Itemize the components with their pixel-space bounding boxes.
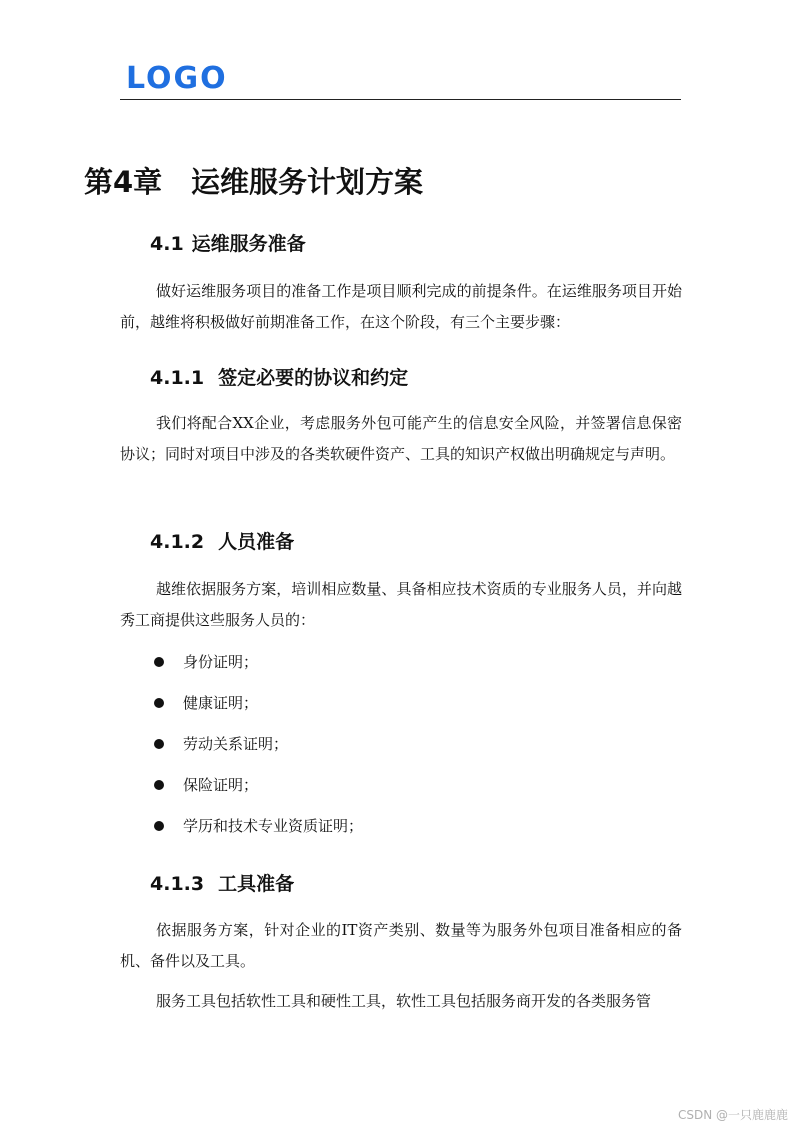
section-heading-4-1-2	[150, 528, 294, 556]
list-item-text: 学历和技术专业资质证明；	[183, 817, 364, 835]
section-number: 4.1	[150, 233, 184, 255]
section-heading-4-1-3	[150, 870, 294, 898]
list-item	[150, 648, 363, 689]
section-number: 4.1.3	[150, 873, 205, 895]
list-item-text: 保险证明；	[183, 776, 259, 794]
chapter-number: 第4章	[84, 165, 163, 199]
section-heading-4-1-1	[150, 364, 408, 392]
bullet-icon	[154, 657, 164, 667]
list-item	[150, 689, 363, 730]
bullet-icon	[154, 739, 164, 749]
bullet-icon	[154, 780, 164, 790]
list-item-text: 劳动关系证明；	[183, 735, 289, 753]
chapter-title	[84, 160, 423, 204]
list-item-text: 健康证明；	[183, 694, 259, 712]
paragraph-4-1-3-b: 服务工具包括软性工具和硬性工具，软性工具包括服务商开发的各类服务管	[156, 992, 652, 1010]
list-item	[150, 771, 363, 812]
bullet-icon	[154, 698, 164, 708]
personnel-list	[150, 648, 363, 853]
paragraph-4-1-2: 越维依据服务方案，培训相应数量、具备相应技术资质的专业服务人员，并向越秀工商提供这些服务人员的：	[120, 580, 682, 629]
section-heading-4-1	[150, 230, 306, 258]
paragraph-4-1-3-a: 依据服务方案，针对企业的IT资产类别、数量等为服务外包项目准备相应的备机、备件以及工具。	[120, 921, 682, 970]
paragraph-4-1-1: 我们将配合XX企业，考虑服务外包可能产生的信息安全风险，并签署信息保密协议；同时对项目中涉及的各类软硬件资产、工具的知识产权做出明确规定与声明。	[120, 414, 682, 463]
header-rule	[120, 99, 681, 100]
watermark: CSDN @一只鹿鹿鹿	[677, 1108, 788, 1122]
section-title: 签定必要的协议和约定	[218, 367, 409, 389]
section-title: 运维服务准备	[191, 233, 306, 255]
section-number: 4.1.2	[150, 531, 205, 553]
bullet-icon	[154, 821, 164, 831]
list-item	[150, 730, 363, 771]
section-title: 人员准备	[218, 531, 295, 553]
section-title: 工具准备	[218, 873, 295, 895]
paragraph-4-1: 做好运维服务项目的准备工作是项目顺利完成的前提条件。在运维服务项目开始前，越维将积极做好前期准备工作，在这个阶段，有三个主要步骤：	[120, 282, 682, 331]
logo: LOGO	[126, 61, 228, 96]
list-item	[150, 812, 363, 853]
section-number: 4.1.1	[150, 367, 205, 389]
chapter-title-text: 运维服务计划方案	[191, 165, 424, 199]
list-item-text: 身份证明；	[183, 653, 259, 671]
